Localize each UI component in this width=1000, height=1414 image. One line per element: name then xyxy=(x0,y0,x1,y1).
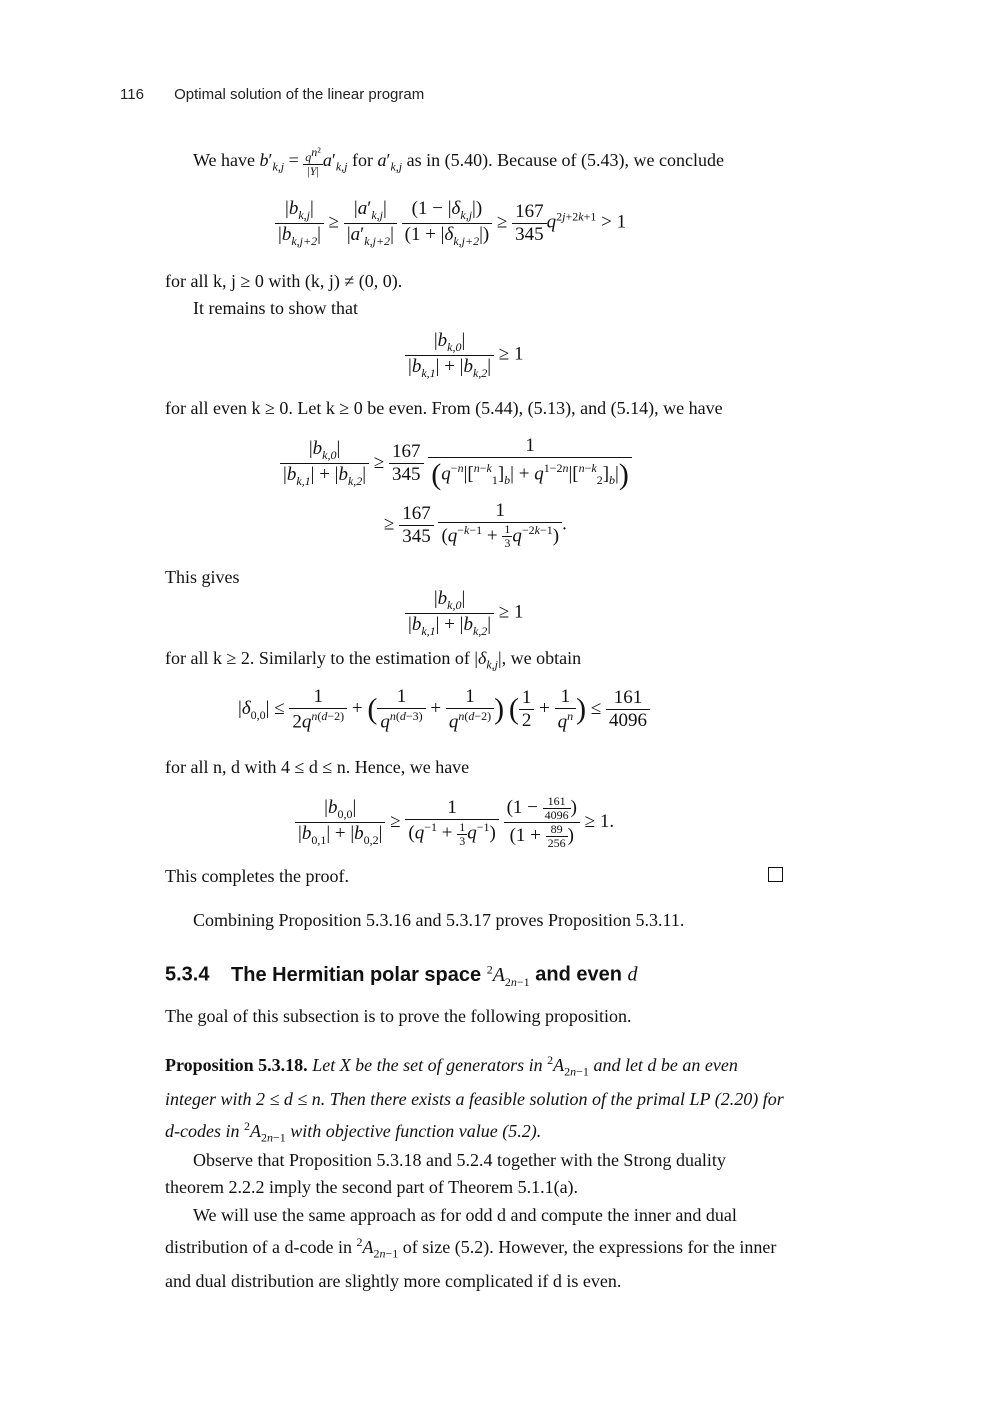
numeral: 4096 xyxy=(544,808,569,822)
proposition-5-3-18: Proposition 5.3.18. Let X be the set of generators in $^2A_{2n-1}$ and let d be an even integer with 2 ≤ d ≤ n. Then there exists a feasible solution of the primal LP (2.20) for d-codes in $^2A_{2n-1}$ with objective function value (5.2). xyxy=(165,1053,784,1145)
equation-chain-1: $\frac{|b_{k,0}|}{|b_{k,1}| + |b_{k,2}|}$ ≥ $\frac{167}{345}$ $\frac{1}{(q^{-n}|[^{n-k}_1]_b| + q^{1-2n}|[^{n-k}_2]_b|)}$ xyxy=(280,435,632,492)
qed-box-icon xyxy=(768,867,783,882)
page-number: 116 xyxy=(120,86,144,103)
proposition-label: Proposition 5.3.18. xyxy=(165,1055,308,1075)
relation: > 1 xyxy=(601,211,627,233)
paragraph-observe: Observe that Proposition 5.3.18 and 5.2.4 together with the Strong duality theorem 2.2.2 imply the second part of Theorem 5.1.1(a). xyxy=(165,1150,726,1197)
paragraph-remains: It remains to show that xyxy=(193,298,358,318)
numeral: 167 xyxy=(389,441,424,464)
numeral: 161 xyxy=(543,795,571,809)
text-fragment: We have xyxy=(193,150,256,171)
numeral: 161 xyxy=(606,687,650,710)
numeral: 89 xyxy=(546,823,568,837)
paragraph-even-k: for all even k ≥ 0. Let k ≥ 0 be even. From (5.44), (5.13), and (5.14), we have xyxy=(165,398,723,418)
text-fragment: We will use the same approach as for odd d and compute the inner and dual distribution of a d-code in xyxy=(165,1205,737,1257)
equation-final: $\frac{|b_{0,0}|}{|b_{0,1}| + |b_{0,2}|}$ ≥ 1 ($q^{-1}$ + $\frac{1}{3}$ $q^{-1}$) (1 − $\frac{161}{4096}$ ) (1 + $\frac{89}{256}$ ) ≥ 1. xyxy=(295,795,614,850)
paragraph-for-all-kj: for all k, j ≥ 0 with (k, j) ≠ (0, 0). xyxy=(165,271,403,291)
numeral: 345 xyxy=(402,525,431,547)
paragraph-for-all-nd: for all n, d with 4 ≤ d ≤ n. Hence, we have xyxy=(165,757,470,777)
numeral: 256 xyxy=(547,836,566,850)
equation-chain-2: ≥ $\frac{167}{345}$ 1 ($q^{-k-1}$ + $\frac{1}{3}$ $q^{-2k-1}$) . xyxy=(384,500,567,551)
paragraph-goal: The goal of this subsection is to prove the following proposition. xyxy=(165,1006,632,1026)
numeral: 345 xyxy=(515,223,544,245)
text-fragment: , we obtain xyxy=(501,648,582,668)
numeral: 345 xyxy=(392,464,421,485)
relation: ≥ 1 xyxy=(498,601,524,623)
section-number: 5.3.4 xyxy=(165,963,210,986)
equation-result: $\frac{|b_{k,0}|}{|b_{k,1}| + |b_{k,2}|}$ ≥ 1 xyxy=(405,588,524,639)
numeral: 4096 xyxy=(609,710,648,732)
text-fragment: as in (5.40). Because of (5.43), we conclude xyxy=(406,150,724,171)
text-fragment: of size (5.2). However, the expressions for the inner and dual distribution are slightly more complicated if d is even. xyxy=(165,1237,777,1291)
numeral: 167 xyxy=(399,503,434,526)
numeral: 1 xyxy=(438,500,562,523)
paragraph-we-have: We have $b'_{k,j}$ = $\frac{q^{n^2}}{|Y|}$ $a'_{k,j}$ for $a'_{k,j}$ as in (5.40). Because of (5.43), we conclude xyxy=(193,145,724,178)
paragraph-combining: Combining Proposition 5.3.16 and 5.3.17 proves Proposition 5.3.11. xyxy=(193,910,685,930)
section-heading: 5.3.4 The Hermitian polar space $^2A_{2n-1}$ and even d xyxy=(165,962,638,989)
numeral: 1 xyxy=(289,686,347,709)
relation: ≥ 1. xyxy=(584,810,615,832)
section-title: The Hermitian polar space xyxy=(231,963,482,986)
equation-ratio-bound: $\frac{|b_{k,j}|}{|b_{k,j+2}|}$ ≥ $\frac{|a'_{k,j}|}{|a'_{k,j+2}|}$ $\frac{(1 - |\delta_{k,j}|)}{(1 + |\delta_{k,j+2}|)}$ ≥ $\frac{167}{345}$ $q^{2j+2k+1} > 1$ xyxy=(275,198,626,249)
relation: ≥ 1 xyxy=(498,343,524,365)
paragraph-similarly: for all k ≥ 2. Similarly to the estimation of $|\delta_{k,j}|$, we obtain xyxy=(165,648,582,672)
section-title: and even xyxy=(535,963,622,986)
text-fragment: for all k ≥ 2. Similarly to the estimation of xyxy=(165,648,470,668)
equation-delta-bound: $|\delta_{0,0}|$ ≤ $\frac{1}{2q^{n(d-2)}}$ + ( $\frac{1}{q^{n(d-3)}}$ + $\frac{1}{q^{n(d-2)}}$ ) ( $\frac{1}{2}$ + $\frac{1}{q^n}$ ) ≤ $\frac{161}{4096}$ xyxy=(238,686,650,733)
numeral: 1 xyxy=(405,797,498,820)
text-fragment: and let d be an even integer with 2 ≤ d ≤ n. Then there exists a feasible solution of the primal LP (2.20) for d-codes in xyxy=(165,1055,784,1141)
paragraph-same-approach: We will use the same approach as for odd d and compute the inner and dual distribution of a d-code in $^2A_{2n-1}$ of size (5.2). However, the expressions for the inner and dual distribution are slightly more complicated if d is even. xyxy=(165,1205,777,1291)
running-title: Optimal solution of the linear program xyxy=(174,86,425,103)
running-header xyxy=(120,86,424,103)
text-fragment: for xyxy=(352,150,373,171)
fraction: $\frac{q^{n^2}}{|Y|}$ xyxy=(305,145,321,178)
numeral: 167 xyxy=(512,201,547,224)
text-fragment: with objective function value (5.2). xyxy=(290,1120,542,1141)
equation-target: $\frac{|b_{k,0}|}{|b_{k,1}| + |b_{k,2}|}$ ≥ 1 xyxy=(405,330,524,381)
paragraph-completes: This completes the proof. xyxy=(165,866,349,886)
text-fragment: Let X be the set of generators in xyxy=(312,1055,543,1075)
paragraph-this-gives: This gives xyxy=(165,567,240,587)
numeral: 1 xyxy=(428,435,632,458)
